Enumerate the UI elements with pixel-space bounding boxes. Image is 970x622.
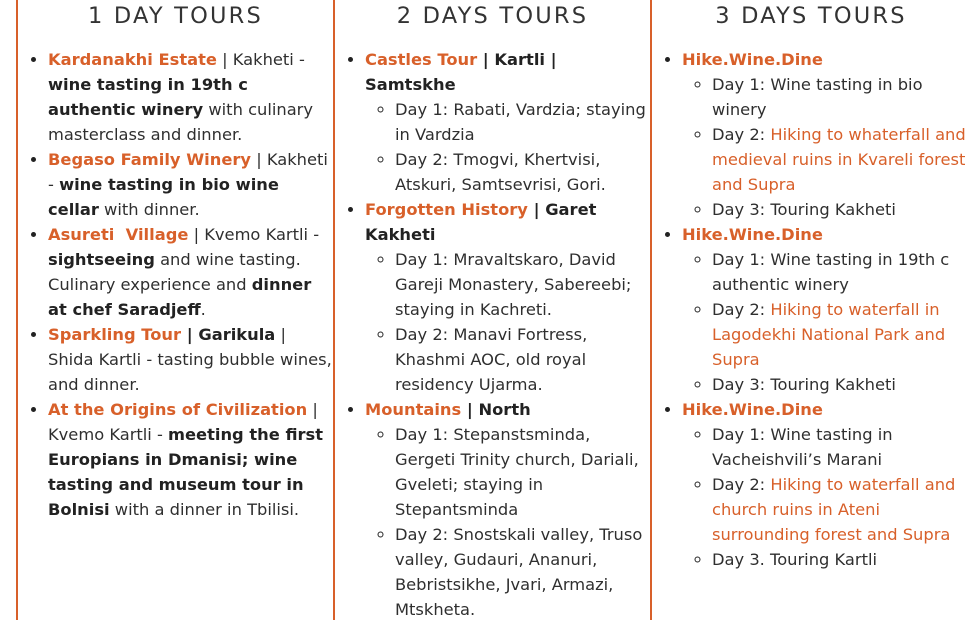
tour-name[interactable]: Castles Tour bbox=[365, 50, 478, 69]
day-item: ◦ Day 1: Stepanstsminda, Gergeti Trinity church, Dariali, Gveleti; staying in Stepantsminda bbox=[395, 422, 650, 522]
tour-detail: . bbox=[200, 300, 206, 319]
day-item: ◦ Day 2: Snostskali valley, Truso valley, Gudauri, Ananuri, Bebristsikhe, Jvari, Armazi, Mtskheta. bbox=[395, 522, 650, 622]
hike-link[interactable]: Hiking to whaterfall and medieval ruins in Kvareli forest and Supra bbox=[712, 125, 966, 194]
tour-name[interactable]: Hike.Wine.Dine bbox=[682, 400, 823, 419]
tour-name[interactable]: At the Origins of Civilization bbox=[48, 400, 308, 419]
day-list bbox=[682, 247, 970, 397]
day-item: ◦ Day 2: Manavi Fortress, Khashmi AOC, old royal residency Ujarma. bbox=[395, 322, 650, 397]
list-item bbox=[365, 197, 650, 397]
day-label: Day 2: bbox=[712, 125, 771, 144]
day-item: ◦ Day 3: Touring Kakheti bbox=[712, 197, 970, 222]
tour-highlight: sightseeing bbox=[48, 250, 155, 269]
day-item: ◦ Day 1: Wine tasting in bio winery bbox=[712, 72, 970, 122]
list-item bbox=[365, 397, 650, 622]
list-item bbox=[48, 222, 333, 322]
column-title: 2 DAYS TOURS bbox=[396, 3, 589, 29]
list-item bbox=[48, 322, 333, 397]
tour-region: | Kvemo Kartli - bbox=[48, 400, 318, 444]
day-label: Day 2: bbox=[712, 475, 771, 494]
tour-highlight: meeting the first Europians in Dmanisi; wine tasting and museum tour in Bolnisi bbox=[48, 425, 324, 519]
list-item bbox=[365, 47, 650, 197]
day-list bbox=[365, 247, 650, 397]
tour-region: | Kartli | Samtskhe bbox=[365, 50, 557, 94]
tour-name[interactable]: Forgotten History bbox=[365, 200, 528, 219]
day-item: ◦ Day 1: Mravaltskaro, David Gareji Monastery, Sabereebi; staying in Kachreti. bbox=[395, 247, 650, 322]
two-days-tours-column bbox=[335, 0, 650, 620]
tour-name[interactable]: Asureti Village bbox=[48, 225, 189, 244]
tour-region: | Kakheti - bbox=[216, 50, 305, 69]
day-item bbox=[712, 122, 970, 197]
day-item: ◦ Day 3: Touring Kakheti bbox=[712, 372, 970, 397]
tour-list bbox=[18, 47, 333, 522]
day-item bbox=[712, 297, 970, 372]
three-days-tours-column bbox=[652, 0, 970, 620]
day-list bbox=[365, 97, 650, 197]
one-day-tours-column bbox=[18, 0, 333, 620]
tour-name[interactable]: Hike.Wine.Dine bbox=[682, 50, 823, 69]
hike-link[interactable]: Hiking to waterfall in Lagodekhi National Park and Supra bbox=[712, 300, 946, 369]
day-list bbox=[682, 72, 970, 222]
tour-winery: | Garikula bbox=[181, 325, 276, 344]
tour-detail: and wine tasting. Culinary experience and bbox=[48, 250, 301, 294]
day-list bbox=[682, 422, 970, 572]
tour-name[interactable]: Begaso Family Winery bbox=[48, 150, 252, 169]
day-item: ◦ Day 1: Rabati, Vardzia; staying in Vardzia bbox=[395, 97, 650, 147]
tour-detail: with culinary masterclass and dinner. bbox=[48, 100, 314, 144]
tour-name[interactable]: Kardanakhi Estate bbox=[48, 50, 217, 69]
tour-highlight: dinner at chef Saradjeff bbox=[48, 275, 312, 319]
day-item: ◦ Day 3. Touring Kartli bbox=[712, 547, 970, 572]
day-item bbox=[712, 472, 970, 547]
tour-list bbox=[652, 47, 970, 572]
day-label: Day 2: bbox=[712, 300, 771, 319]
column-title: 1 DAY TOURS bbox=[88, 3, 263, 29]
tour-detail: with dinner. bbox=[98, 200, 200, 219]
list-item bbox=[682, 222, 970, 397]
list-item bbox=[48, 47, 333, 147]
tour-name[interactable]: Mountains bbox=[365, 400, 462, 419]
hike-link[interactable]: Hiking to waterfall and church ruins in Ateni surrounding forest and Supra bbox=[712, 475, 956, 544]
tour-region: | Kakheti - bbox=[48, 150, 328, 194]
day-item: ◦ Day 2: Tmogvi, Khertvisi, Atskuri, Samtsevrisi, Gori. bbox=[395, 147, 650, 197]
day-item: ◦ Day 1: Wine tasting in Vacheishvili’s Marani bbox=[712, 422, 970, 472]
tour-highlight: wine tasting in 19th c authentic winery bbox=[48, 75, 248, 119]
column-title: 3 DAYS TOURS bbox=[715, 3, 907, 29]
list-item bbox=[48, 397, 333, 522]
tour-name[interactable]: Hike.Wine.Dine bbox=[682, 225, 823, 244]
tour-detail: | Shida Kartli - tasting bubble wines, and dinner. bbox=[48, 325, 332, 394]
tour-region: | Kvemo Kartli - bbox=[188, 225, 320, 244]
list-item bbox=[682, 47, 970, 222]
list-item bbox=[682, 397, 970, 572]
day-list bbox=[365, 422, 650, 622]
tour-region: | Garet Kakheti bbox=[365, 200, 597, 244]
tour-name[interactable]: Sparkling Tour bbox=[48, 325, 182, 344]
tour-detail: with a dinner in Tbilisi. bbox=[109, 500, 300, 519]
day-item: ◦ Day 1: Wine tasting in 19th c authentic winery bbox=[712, 247, 970, 297]
list-item bbox=[48, 147, 333, 222]
tour-list bbox=[335, 47, 650, 622]
tour-region: | North bbox=[461, 400, 531, 419]
tour-highlight: wine tasting in bio wine cellar bbox=[48, 175, 279, 219]
